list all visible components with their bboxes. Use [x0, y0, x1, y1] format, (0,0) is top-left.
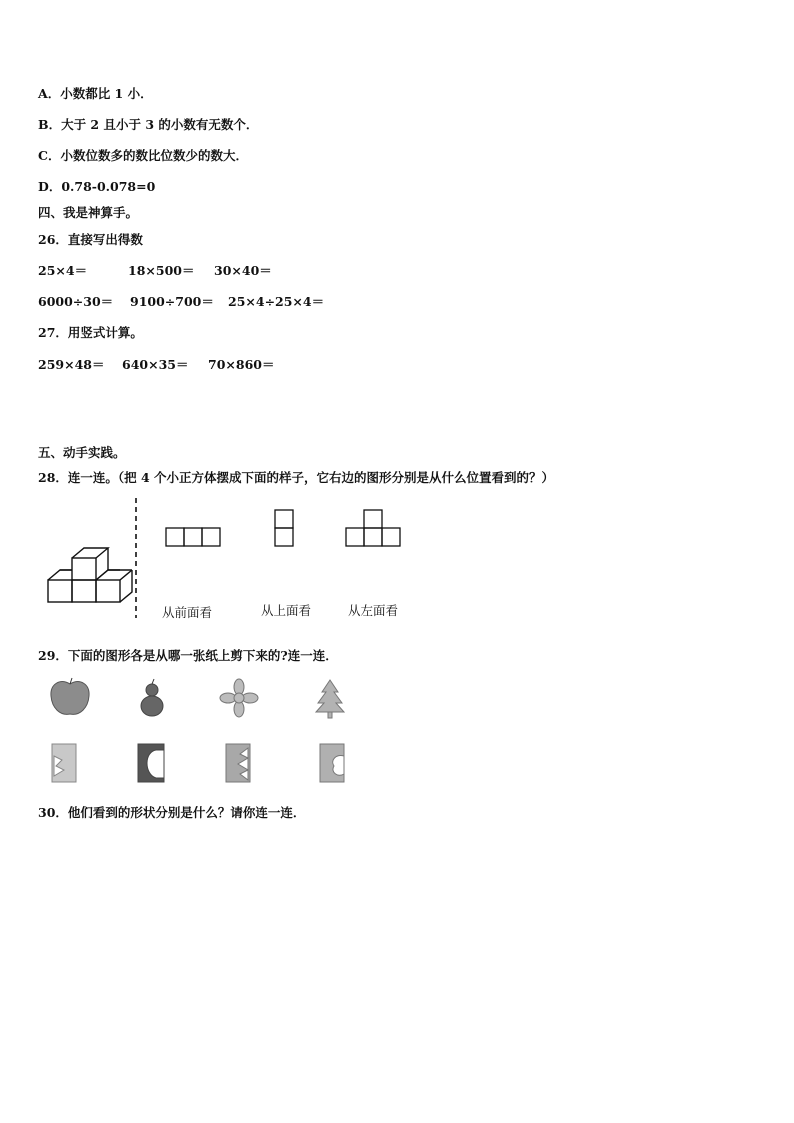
cube-stack-drawing	[48, 548, 132, 602]
calc-item: 25×4＝	[38, 263, 88, 278]
option-b: B．大于 2 且小于 3 的小数有无数个．	[38, 117, 259, 132]
section-5-heading: 五、动手实践。	[38, 445, 126, 460]
question-26-title: 26．直接写出得数	[38, 232, 143, 247]
calc-item: 9100÷700＝	[130, 294, 214, 309]
paper-cutout-1	[52, 744, 76, 782]
caption-left-view: 从左面看	[348, 603, 399, 618]
option-c: C．小数位数多的数比位数少的数大．	[38, 148, 248, 163]
flower-icon	[220, 679, 258, 717]
apple-icon	[51, 678, 89, 714]
question-28-title: 28．连一连。（把 4 个小正方体摆成下面的样子，它右边的图形分别是从什么位置看到的？）	[38, 470, 555, 485]
question-29-title: 29．下面的图形各是从哪一张纸上剪下来的?连一连．	[38, 648, 338, 663]
left-view-shape	[346, 510, 400, 546]
paper-cutouts-row	[40, 740, 370, 786]
calc-item: 70×860＝	[208, 357, 275, 372]
question-27-title: 27．用竖式计算。	[38, 325, 143, 340]
paper-cutout-3	[226, 744, 250, 782]
calc-item: 6000÷30＝	[38, 294, 114, 309]
caption-front-view: 从前面看	[162, 605, 213, 620]
top-view-shape	[275, 510, 293, 546]
calc-item: 18×500＝	[128, 263, 195, 278]
front-view-shape	[166, 528, 220, 546]
cut-shapes-row	[40, 676, 370, 722]
gourd-icon	[141, 679, 163, 716]
calc-item: 640×35＝	[122, 357, 189, 372]
caption-top-view: 从上面看	[261, 603, 312, 618]
calc-item: 259×48＝	[38, 357, 105, 372]
tree-icon	[316, 680, 344, 718]
paper-cutout-4	[320, 744, 344, 782]
calc-item: 25×4÷25×4＝	[228, 294, 325, 309]
section-4-heading: 四、我是神算手。	[38, 205, 139, 220]
paper-cutout-2	[138, 744, 164, 782]
calc-item: 30×40＝	[214, 263, 272, 278]
question-30-title: 30．他们看到的形状分别是什么？请你连一连．	[38, 805, 306, 820]
option-d: D．0.78-0.078=0	[38, 179, 156, 194]
option-a: A．小数都比 1 小．	[38, 86, 153, 101]
